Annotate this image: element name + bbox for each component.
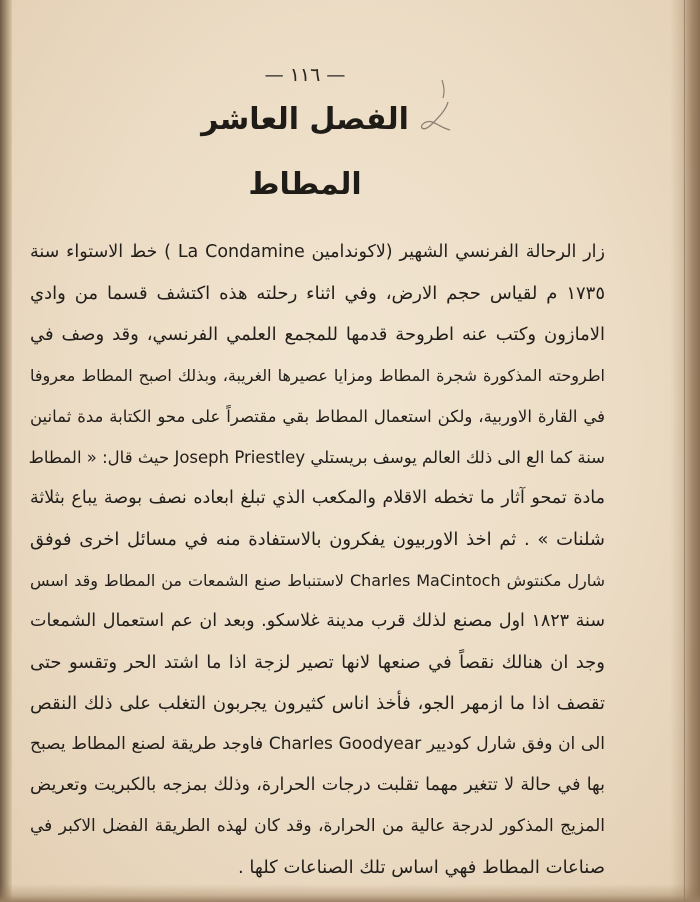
text-line: مادة تمحو آثار ما تخطه الاقلام والمكعب الذي تبلغ ابعاده نصف بوصة يباع بثلاثة xyxy=(30,488,605,508)
page-number: — ١١٦ — xyxy=(264,64,346,86)
text-line: شارل مكنتوش Charles MaCintoch لاستنباط صنع الشمعات من المطاط وقد اسس xyxy=(30,571,606,590)
text-line: تقصف اذا ما ازمهر الجو، فأخذ اناس كثيرون يجربون التغلب على ذلك النقص xyxy=(30,693,605,714)
text-line: اطروحته المذكورة شجرة المطاط ومزايا عصيرها الغريبة، وبذلك اصبح المطاط معروفا xyxy=(30,366,605,385)
body-text xyxy=(30,232,605,888)
text-line: شلنات » . ثم اخذ الاوربيون يفكرون بالاستفادة منه في مسائل اخرى فوفق xyxy=(30,529,605,550)
text-line: المزيج المذكور لدرجة عالية من الحرارة، وقد كان لهذه الطريقة الفضل الاكبر في xyxy=(30,816,605,836)
text-line: بها في حالة لا تتغير مهما تقلبت درجات الحرارة، وذلك بمزجه بالكبريت وتعريض xyxy=(30,775,605,795)
text-line: زار الرحالة الفرنسي الشهير (لاكوندامين La Condamine ) خط الاستواء سنة xyxy=(30,242,605,262)
page-edge-right xyxy=(670,0,700,902)
chapter-title: الفصل العاشر xyxy=(201,102,409,137)
text-line: سنة ١٨٢٣ اول مصنع لذلك قرب مدينة غلاسكو. وبعد ان عم استعمال الشمعات xyxy=(30,611,605,631)
text-line: في القارة الاوربية، ولكن استعمال المطاط بقي مقتصراً على محو الكتابة مدة ثمانين xyxy=(30,407,605,426)
text-line: صناعات المطاط فهي اساس تلك الصناعات كلها . xyxy=(237,857,605,878)
text-line: سنة كما الع الى ذلك العالم يوسف بريستلي Joseph Priestley حيث قال: « المطاط xyxy=(28,448,605,467)
text-line: الى ان وفق شارل كوديير Charles Goodyear فاوجد طريقة لصنع المطاط يصبح xyxy=(30,734,605,754)
text-line: ١٧٣٥ م لقياس حجم الارض، وفي اثناء رحلته هذه اكتشف قسما من وادي xyxy=(30,283,605,304)
text-line: وجد ان هنالك نقصاً في صنعها لانها تصير لزجة اذا ما اشتد الحر وتقسو حتى xyxy=(30,652,605,673)
section-title: المطاط xyxy=(248,167,362,202)
text-line: الامازون وكتب عنه اطروحة قدمها للمجمع العلمي الفرنسي، وقد وصف في xyxy=(30,324,605,345)
